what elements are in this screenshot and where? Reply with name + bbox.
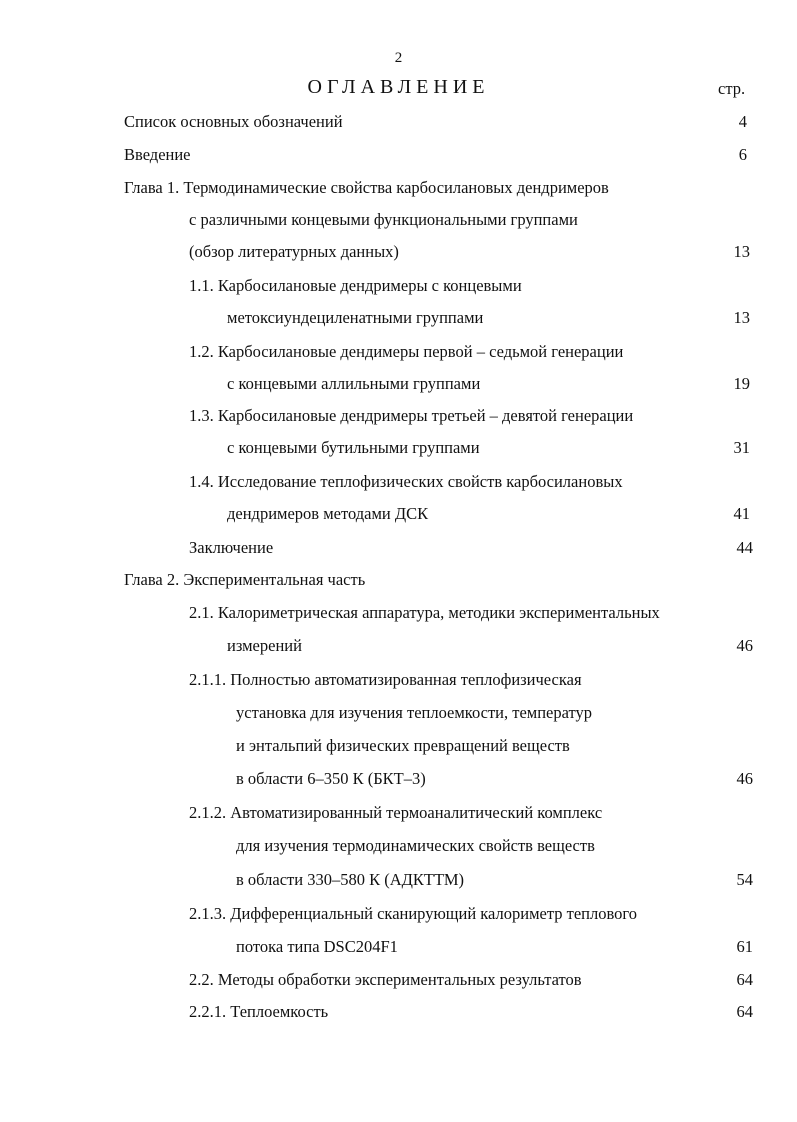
toc-entry-page: 41	[733, 504, 750, 523]
toc-entry-page: 54	[736, 870, 753, 889]
toc-entry-text: потока типа DSC204F1	[236, 937, 398, 956]
toc-entry-page: 64	[736, 970, 753, 989]
toc-entry-text: 2.2. Методы обработки экспериментальных результатов	[189, 970, 582, 989]
toc-entry-text: Глава 1. Термодинамические свойства карбосилановых дендримеров	[124, 178, 609, 197]
toc-entry-text: 2.1.2. Автоматизированный термоаналитический комплекс	[189, 803, 603, 822]
toc-entry-page: 46	[736, 769, 753, 788]
toc-entry-text: 1.4. Исследование теплофизических свойств карбосилановых	[189, 472, 623, 491]
toc-entry-text: 1.2. Карбосилановые дендимеры первой – седьмой генерации	[189, 342, 624, 361]
toc-entry-page: 13	[733, 308, 750, 327]
toc-entry-text: измерений	[227, 636, 302, 655]
toc-entry-page: 31	[733, 438, 750, 457]
toc-entry-text: 2.2.1. Теплоемкость	[189, 1002, 329, 1021]
page-title: ОГЛАВЛЕНИЕ	[307, 76, 490, 98]
toc-entry-text: установка для изучения теплоемкости, температур	[236, 703, 593, 722]
page-number: 2	[394, 50, 403, 66]
toc-entry-text: Заключение	[189, 538, 274, 557]
toc-entry-text: 2.1. Калориметрическая аппаратура, методики экспериментальных	[189, 603, 660, 622]
toc-entry-text: 1.1. Карбосилановые дендримеры с концевыми	[189, 276, 522, 295]
toc-entry-text: 2.1.1. Полностью автоматизированная теплофизическая	[189, 670, 582, 689]
toc-entry-text: с различными концевыми функциональными группами	[189, 210, 578, 229]
toc-entry-page: 61	[736, 937, 753, 956]
page-column-label: стр.	[718, 79, 746, 98]
toc-entry-page: 19	[733, 374, 750, 393]
toc-entry-text: Список основных обозначений	[124, 112, 343, 131]
toc-entry-page: 44	[736, 538, 753, 557]
toc-entry-page: 13	[733, 242, 750, 261]
toc-entry-text: (обзор литературных данных)	[189, 242, 399, 261]
toc-entry-text: метоксиундециленатными группами	[227, 308, 484, 327]
toc-entry-text: и энтальпий физических превращений веществ	[236, 736, 570, 755]
toc-entry-text: с концевыми аллильными группами	[227, 374, 481, 393]
toc-entry-text: для изучения термодинамических свойств веществ	[236, 836, 595, 855]
toc-entry-text: с концевыми бутильными группами	[227, 438, 480, 457]
toc-entry-page: 6	[738, 145, 747, 164]
toc-entry-text: в области 6–350 К (БКТ–3)	[236, 769, 426, 788]
toc-entry-text: 2.1.3. Дифференциальный сканирующий калориметр теплового	[189, 904, 638, 923]
toc-entry-page: 64	[736, 1002, 753, 1021]
toc-entry-text: 1.3. Карбосилановые дендримеры третьей – девятой генерации	[189, 406, 634, 425]
toc-entry-page: 4	[738, 112, 747, 131]
toc-entry-text: Глава 2. Экспериментальная часть	[124, 570, 366, 589]
toc-entry-text: в области 330–580 К (АДКТТМ)	[236, 870, 464, 889]
toc-entry-page: 46	[736, 636, 753, 655]
toc-entry-text: дендримеров методами ДСК	[227, 504, 429, 523]
toc-entry-text: Введение	[124, 145, 191, 164]
